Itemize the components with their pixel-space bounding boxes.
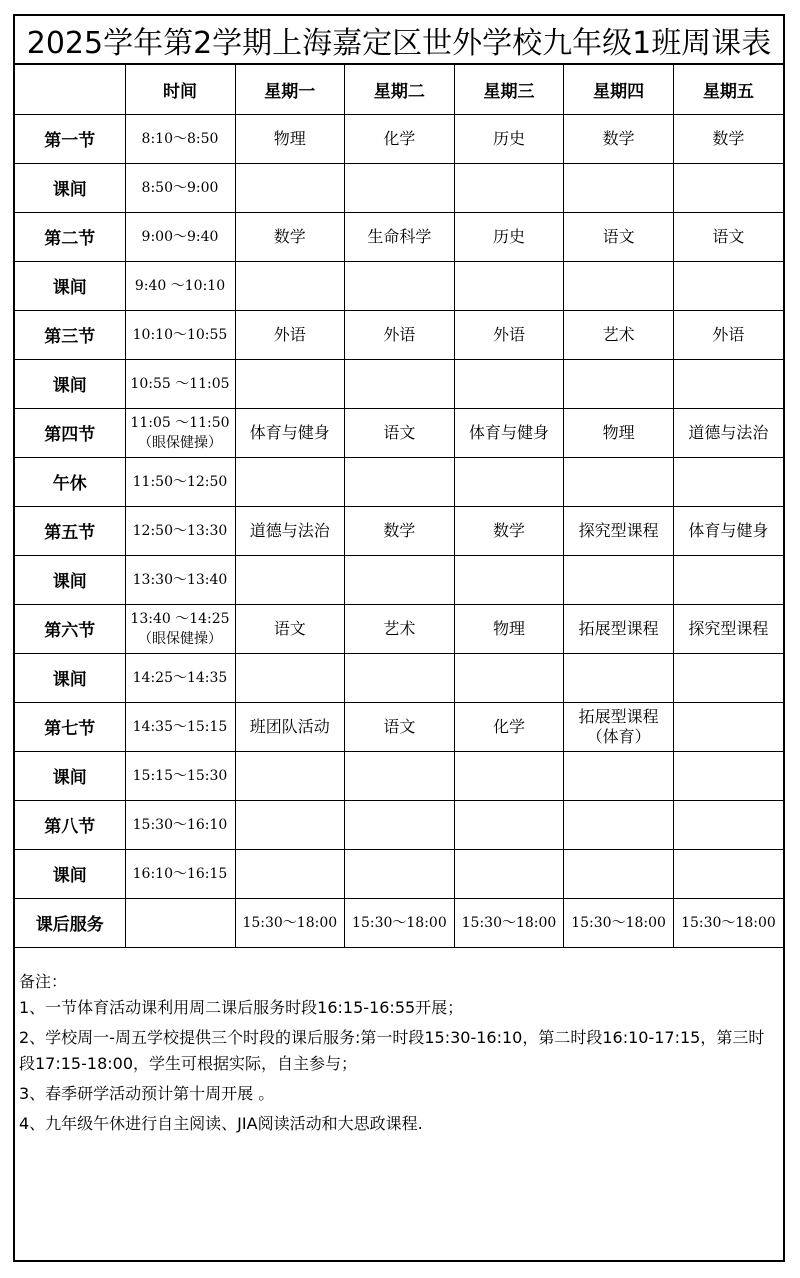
subject-cell <box>673 114 783 163</box>
subject-text: 数学 <box>602 128 635 148</box>
header-time: 时间 <box>125 65 235 114</box>
subject-cell <box>564 555 674 604</box>
period-time <box>125 408 235 457</box>
header-tuesday: 星期二 <box>345 65 455 114</box>
period-time <box>125 163 235 212</box>
period-time <box>125 751 235 800</box>
period-time <box>125 555 235 604</box>
subject-cell <box>454 310 564 359</box>
period-time-line: 15:30～16:10 <box>132 816 228 833</box>
subject-text: 物理 <box>602 422 635 442</box>
period-time-line: （眼保健操） <box>138 434 222 451</box>
subject-text: 化学 <box>383 128 416 148</box>
subject-text: 数学 <box>712 128 745 148</box>
subject-cell <box>454 751 564 800</box>
subject-cell <box>673 457 783 506</box>
period-time-line: 14:25～14:35 <box>132 669 228 686</box>
subject-text: 外语 <box>273 324 306 344</box>
timetable-row <box>15 800 783 849</box>
subject-text: 外语 <box>492 324 525 344</box>
notes-section <box>19 969 779 1141</box>
period-label: 课后服务 <box>15 898 125 947</box>
subject-cell <box>454 800 564 849</box>
subject-text: 语文 <box>273 618 306 638</box>
subject-cell <box>235 849 345 898</box>
subject-text: 体育与健身 <box>249 422 330 442</box>
timetable-row <box>15 555 783 604</box>
subject-text: 物理 <box>273 128 306 148</box>
subject-text: 生命科学 <box>367 226 432 246</box>
subject-text: 语文 <box>383 422 416 442</box>
subject-cell <box>454 359 564 408</box>
subject-cell <box>454 408 564 457</box>
subject-cell <box>564 506 674 555</box>
timetable-row <box>15 408 783 457</box>
subject-text: 外语 <box>712 324 745 344</box>
timetable-row <box>15 310 783 359</box>
subject-cell <box>673 555 783 604</box>
period-time <box>125 702 235 751</box>
subject-cell <box>235 261 345 310</box>
header-row <box>15 65 783 114</box>
period-time <box>125 261 235 310</box>
subject-cell <box>673 702 783 751</box>
subject-text: （体育） <box>586 726 651 746</box>
header-monday: 星期一 <box>235 65 345 114</box>
subject-cell <box>235 751 345 800</box>
subject-cell <box>235 212 345 261</box>
subject-text: 艺术 <box>383 618 416 638</box>
subject-cell <box>673 653 783 702</box>
note-item: 2、学校周一-周五学校提供三个时段的课后服务:第一时段15:30-16:10，第二时段16:10-17:15，第三时段17:15-18:00，学生可根据实际，自主参与； <box>19 1028 765 1073</box>
subject-cell <box>345 261 455 310</box>
subject-cell <box>454 653 564 702</box>
subject-cell <box>235 702 345 751</box>
subject-cell <box>345 555 455 604</box>
period-time-line: 14:35～15:15 <box>132 718 228 735</box>
subject-cell <box>345 800 455 849</box>
timetable-row <box>15 261 783 310</box>
timetable-row <box>15 212 783 261</box>
subject-cell <box>235 898 345 947</box>
period-label: 第一节 <box>15 114 125 163</box>
period-label: 第七节 <box>15 702 125 751</box>
subject-cell <box>673 212 783 261</box>
timetable-row <box>15 506 783 555</box>
subject-cell <box>345 212 455 261</box>
subject-text: 语文 <box>383 716 416 736</box>
header-thursday: 星期四 <box>564 65 674 114</box>
period-time-line: （眼保健操） <box>138 630 222 647</box>
subject-text: 物理 <box>492 618 525 638</box>
timetable-row <box>15 163 783 212</box>
period-label: 课间 <box>15 163 125 212</box>
subject-text: 15:30～18:00 <box>571 914 666 931</box>
notes-heading: 备注： <box>19 972 68 991</box>
note-item: 1、一节体育活动课利用周二课后服务时段16:15-16:55开展； <box>19 998 464 1017</box>
subject-cell <box>345 604 455 653</box>
subject-cell <box>235 457 345 506</box>
period-time <box>125 457 235 506</box>
note-item: 4、九年级午休进行自主阅读、JIA阅读活动和大思政课程. <box>19 1114 423 1133</box>
subject-text: 15:30～18:00 <box>681 914 776 931</box>
subject-cell <box>564 604 674 653</box>
period-time-line: 10:55 ～11:05 <box>130 375 230 392</box>
subject-cell <box>673 310 783 359</box>
period-label: 课间 <box>15 261 125 310</box>
timetable <box>15 65 783 948</box>
subject-text: 15:30～18:00 <box>242 914 338 931</box>
subject-cell <box>345 849 455 898</box>
period-time <box>125 653 235 702</box>
header-friday: 星期五 <box>673 65 783 114</box>
timetable-row <box>15 702 783 751</box>
subject-cell <box>564 261 674 310</box>
subject-cell <box>454 163 564 212</box>
subject-cell <box>345 114 455 163</box>
subject-cell <box>673 408 783 457</box>
subject-cell <box>235 408 345 457</box>
timetable-row <box>15 898 783 947</box>
note-item: 3、春季研学活动预计第十周开展 。 <box>19 1084 275 1103</box>
subject-text: 道德与法治 <box>249 520 330 540</box>
subject-text: 道德与法治 <box>688 422 769 442</box>
subject-cell <box>345 506 455 555</box>
subject-text: 语文 <box>602 226 635 246</box>
subject-cell <box>345 163 455 212</box>
subject-cell <box>345 310 455 359</box>
period-label: 课间 <box>15 359 125 408</box>
period-time-line: 10:10～10:55 <box>132 326 228 343</box>
period-time-line: 11:50～12:50 <box>132 473 228 490</box>
subject-cell <box>454 457 564 506</box>
period-label: 课间 <box>15 653 125 702</box>
subject-text: 体育与健身 <box>688 520 769 540</box>
subject-cell <box>564 212 674 261</box>
period-time <box>125 604 235 653</box>
period-time <box>125 114 235 163</box>
subject-cell <box>564 653 674 702</box>
timetable-row <box>15 653 783 702</box>
period-time-line: 8:50～9:00 <box>141 179 219 196</box>
subject-cell <box>564 163 674 212</box>
period-label: 第五节 <box>15 506 125 555</box>
subject-cell <box>235 163 345 212</box>
subject-cell <box>454 212 564 261</box>
subject-cell <box>235 604 345 653</box>
subject-cell <box>564 114 674 163</box>
subject-cell <box>673 261 783 310</box>
period-time-line: 11:05 ～11:50 <box>130 414 230 431</box>
subject-cell <box>235 114 345 163</box>
subject-cell <box>673 604 783 653</box>
period-time-line: 9:40 ～10:10 <box>134 277 226 294</box>
period-label: 午休 <box>15 457 125 506</box>
subject-cell <box>235 359 345 408</box>
period-time-line: 15:15～15:30 <box>132 767 228 784</box>
period-label: 课间 <box>15 849 125 898</box>
subject-cell <box>345 751 455 800</box>
subject-cell <box>454 555 564 604</box>
period-time <box>125 506 235 555</box>
subject-cell <box>564 408 674 457</box>
subject-cell <box>564 800 674 849</box>
timetable-row <box>15 457 783 506</box>
subject-cell <box>564 898 674 947</box>
period-time-line: 12:50～13:30 <box>132 522 228 539</box>
subject-cell <box>454 261 564 310</box>
subject-cell <box>673 751 783 800</box>
period-label: 第八节 <box>15 800 125 849</box>
subject-text: 拓展型课程 <box>578 618 659 638</box>
period-time-line: 13:40 ～14:25 <box>130 610 230 627</box>
subject-cell <box>235 310 345 359</box>
subject-text: 数学 <box>273 226 306 246</box>
subject-text: 历史 <box>492 226 525 246</box>
subject-cell <box>564 751 674 800</box>
header-blank <box>15 65 125 114</box>
subject-cell <box>564 849 674 898</box>
subject-cell <box>454 702 564 751</box>
header-wednesday: 星期三 <box>454 65 564 114</box>
subject-cell <box>345 408 455 457</box>
subject-text: 拓展型课程 <box>578 706 659 726</box>
subject-text: 数学 <box>383 520 416 540</box>
subject-cell <box>564 702 674 751</box>
timetable-row <box>15 751 783 800</box>
subject-cell <box>673 849 783 898</box>
period-time-line: 13:30～13:40 <box>132 571 228 588</box>
subject-cell <box>673 800 783 849</box>
period-label: 第四节 <box>15 408 125 457</box>
subject-text: 数学 <box>492 520 525 540</box>
subject-cell <box>235 800 345 849</box>
subject-cell <box>235 555 345 604</box>
period-label: 第二节 <box>15 212 125 261</box>
subject-text: 艺术 <box>602 324 635 344</box>
period-time <box>125 898 235 947</box>
page-title: 2025学年第2学期上海嘉定区世外学校九年级1班周课表 <box>15 16 783 65</box>
subject-text: 15:30～18:00 <box>352 914 447 931</box>
timetable-row <box>15 604 783 653</box>
period-label: 课间 <box>15 751 125 800</box>
period-time-line: 9:00～9:40 <box>141 228 219 245</box>
period-time <box>125 212 235 261</box>
timetable-row <box>15 114 783 163</box>
subject-text: 探究型课程 <box>578 520 659 540</box>
period-time <box>125 359 235 408</box>
subject-text: 班团队活动 <box>249 716 330 736</box>
subject-cell <box>564 457 674 506</box>
subject-cell <box>454 898 564 947</box>
subject-cell <box>673 163 783 212</box>
subject-cell <box>673 359 783 408</box>
subject-cell <box>345 702 455 751</box>
subject-cell <box>454 506 564 555</box>
period-time-line: 16:10～16:15 <box>132 865 228 882</box>
subject-cell <box>345 653 455 702</box>
subject-cell <box>454 604 564 653</box>
subject-cell <box>454 114 564 163</box>
subject-cell <box>235 653 345 702</box>
period-label: 第三节 <box>15 310 125 359</box>
subject-cell <box>345 457 455 506</box>
subject-text: 体育与健身 <box>468 422 549 442</box>
period-time <box>125 310 235 359</box>
timetable-row <box>15 849 783 898</box>
timetable-row <box>15 359 783 408</box>
subject-text: 语文 <box>712 226 745 246</box>
subject-text: 外语 <box>383 324 416 344</box>
subject-text: 探究型课程 <box>688 618 769 638</box>
subject-cell <box>345 898 455 947</box>
subject-text: 15:30～18:00 <box>461 914 557 931</box>
subject-cell <box>673 506 783 555</box>
period-label: 第六节 <box>15 604 125 653</box>
timetable-frame <box>13 14 785 1262</box>
timetable-body <box>15 114 783 947</box>
subject-cell <box>564 310 674 359</box>
subject-text: 历史 <box>492 128 525 148</box>
subject-text: 化学 <box>492 716 525 736</box>
period-label: 课间 <box>15 555 125 604</box>
period-time <box>125 849 235 898</box>
subject-cell <box>235 506 345 555</box>
subject-cell <box>454 849 564 898</box>
subject-cell <box>564 359 674 408</box>
period-time-line: 8:10～8:50 <box>141 130 219 147</box>
subject-cell <box>673 898 783 947</box>
period-time <box>125 800 235 849</box>
subject-cell <box>345 359 455 408</box>
